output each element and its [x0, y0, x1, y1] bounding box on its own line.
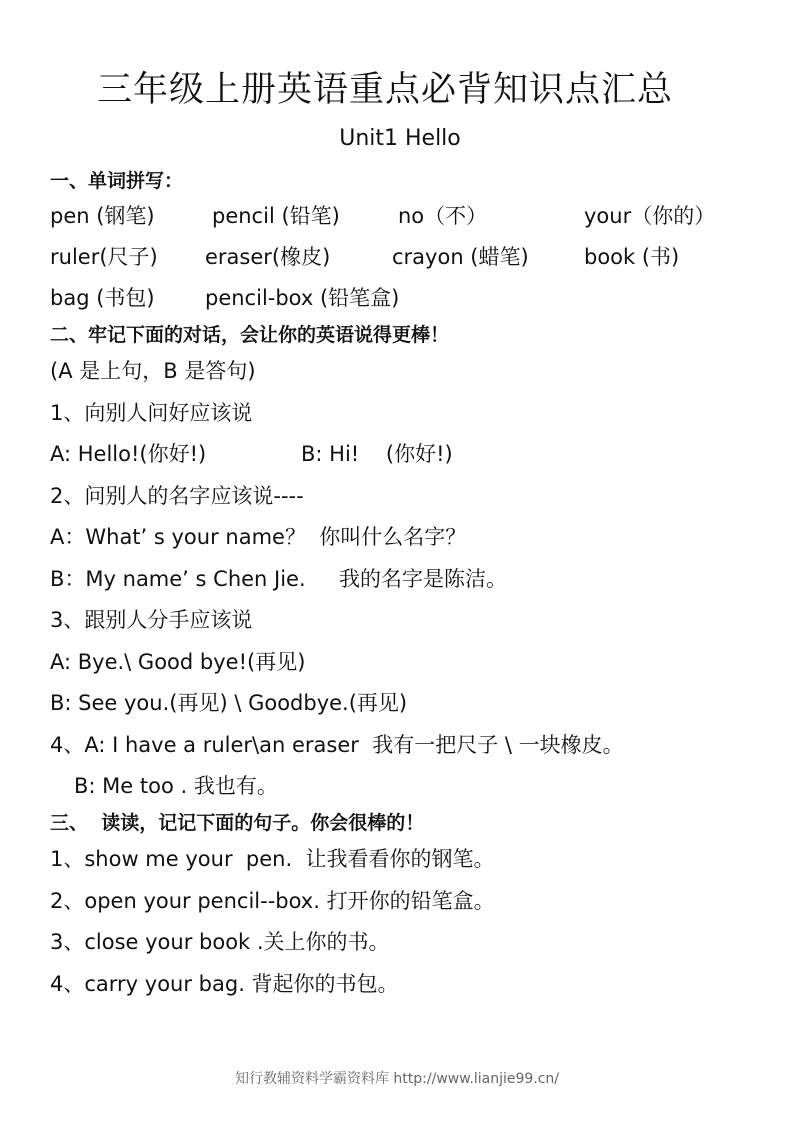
sentence-1: 1、show me your pen. 让我看看你的钢笔。 [50, 847, 495, 871]
word-ruler: ruler(尺子) [50, 245, 158, 269]
section3-heading: 三、 读读，记记下面的句子。你会很棒的！ [50, 812, 425, 834]
dialog4-b: B: Me too . 我也有。 [74, 774, 278, 798]
dialog3-b: B: See you.(再见) \ Goodbye.(再见) [50, 691, 408, 715]
dialog1-a: A: Hello!(你好!) [50, 442, 207, 466]
word-crayon: crayon (蜡笔) [392, 245, 529, 269]
word-pencil: pencil (铅笔) [212, 204, 340, 228]
dialog1-title: 1、向别人问好应该说 [50, 401, 253, 425]
dialog3-a: A: Bye.\ Good bye!(再见) [50, 650, 306, 674]
unit-title: Unit1 Hello [339, 126, 461, 151]
dialog4-a: 4、A: I have a ruler\an eraser 我有一把尺子 \ 一块橡皮。 [50, 733, 624, 757]
word-bag: bag (书包) [50, 286, 155, 310]
page-title: 三年级上册英语重点必背知识点汇总 [96, 70, 673, 110]
sentence-4: 4、carry your bag. 背起你的书包。 [50, 972, 399, 996]
word-pencil-box: pencil-box (铅笔盒) [205, 286, 400, 310]
word-book: book (书) [584, 245, 680, 269]
dialog1-b: B: Hi! (你好!) [301, 442, 453, 466]
dialog2-b: B：My name’ s Chen Jie. 我的名字是陈洁。 [50, 567, 508, 591]
dialog2-a: A：What’ s your name？ 你叫什么名字？ [50, 525, 467, 549]
word-your: your（你的） [584, 204, 716, 228]
sentence-3: 3、close your book .关上你的书。 [50, 930, 390, 954]
dialog3-title: 3、跟别人分手应该说 [50, 608, 253, 632]
word-no: no（不） [398, 204, 488, 228]
dialog2-title: 2、问别人的名字应该说---- [50, 484, 304, 508]
section2-note: (A 是上句，B 是答句) [50, 359, 256, 383]
footer-watermark: 知行教辅资料学霸资料库 http://www.lianjie99.cn/ [234, 1071, 560, 1087]
word-pen: pen (钢笔) [50, 204, 155, 228]
word-eraser: eraser(橡皮) [205, 245, 331, 269]
sentence-2: 2、open your pencil--box. 打开你的铅笔盒。 [50, 889, 495, 913]
section2-heading: 二、牢记下面的对话，会让你的英语说得更棒！ [50, 324, 450, 346]
section1-heading: 一、单词拼写： [50, 170, 184, 192]
